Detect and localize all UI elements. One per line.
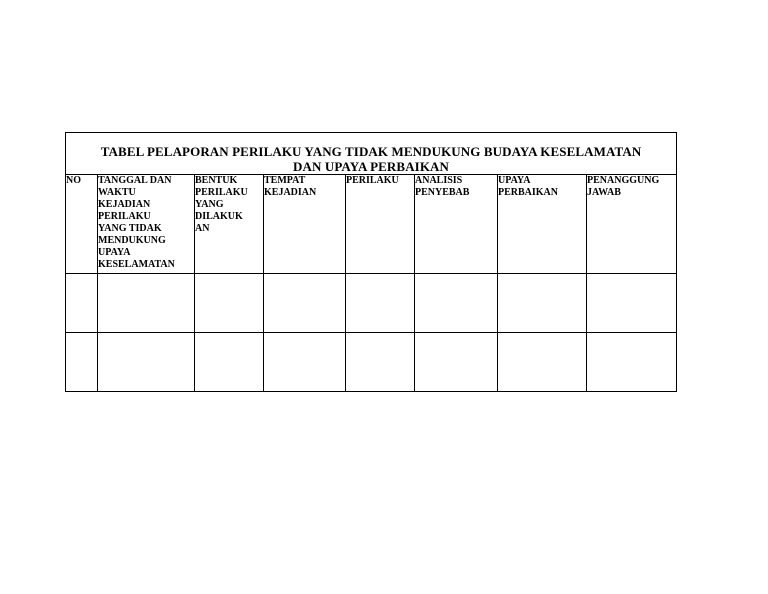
table-cell (195, 274, 264, 333)
table-cell (346, 274, 415, 333)
header-row (66, 175, 677, 274)
table-cell (66, 274, 98, 333)
column-header-responsible: PENANGGUNG JAWAB (587, 175, 677, 274)
column-header-behavior-form: BENTUK PERILAKU YANG DILAKUK AN (195, 175, 264, 274)
table-cell (587, 333, 677, 392)
table-row (66, 333, 677, 392)
table-cell (498, 274, 587, 333)
table-cell (98, 274, 195, 333)
table-cell (264, 274, 346, 333)
table-cell (346, 333, 415, 392)
report-table (65, 132, 677, 392)
table-cell (587, 274, 677, 333)
table-cell (498, 333, 587, 392)
table-cell (264, 333, 346, 392)
table-cell (66, 333, 98, 392)
column-header-improvement: UPAYA PERBAIKAN (498, 175, 587, 274)
table-cell (195, 333, 264, 392)
table-cell (415, 333, 498, 392)
table-title-line-2: DAN UPAYA PERBAIKAN (293, 159, 450, 174)
table-title (66, 133, 677, 175)
table-cell (415, 274, 498, 333)
column-header-behavior: PERILAKU (346, 175, 415, 274)
table-row (66, 274, 677, 333)
column-header-date-time: TANGGAL DAN WAKTU KEJADIAN PERILAKU YANG TIDAK MENDUKUNG UPAYA KESELAMATAN (98, 175, 195, 274)
title-row (66, 133, 677, 175)
column-header-location: TEMPAT KEJADIAN (264, 175, 346, 274)
column-header-cause-analysis: ANALISIS PENYEBAB (415, 175, 498, 274)
column-header-no: NO (66, 175, 98, 274)
table-cell (98, 333, 195, 392)
table-title-line-1: TABEL PELAPORAN PERILAKU YANG TIDAK MENDUKUNG BUDAYA KESELAMATAN (100, 144, 642, 159)
